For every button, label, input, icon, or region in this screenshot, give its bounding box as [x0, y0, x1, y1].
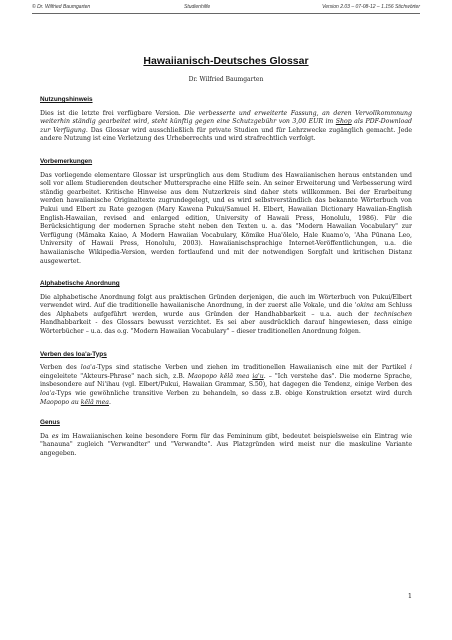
section-heading: Alphabetische Anordnung: [40, 280, 120, 288]
text-run: eingeleitete "Akteurs-Phrase" nach sich, z.B.: [40, 372, 188, 380]
paragraph: [40, 433, 412, 459]
text-run: Da: [40, 432, 52, 440]
section-heading: Vorbemerkungen: [40, 157, 93, 165]
section-heading: Verben des loa'a-Typs: [40, 350, 107, 358]
text-run: -Typs sind statische Verben und ziehen im traditionellen Hawaiianisch eine mit der Partikel: [95, 364, 411, 372]
shop-link[interactable]: Shop: [335, 118, 352, 126]
underlined-run: kēlā mea: [80, 398, 109, 406]
header-version: Version 2.03 – 07-08-12 – 1.156 Stichwörter: [322, 4, 420, 10]
paragraph: [40, 364, 412, 407]
section-nutzungshinweis: [40, 96, 412, 144]
text-run: Dies ist die letzte frei verfügbare Version.: [40, 109, 185, 117]
section-vorbemerkungen: [40, 158, 412, 266]
italic-run: loa'a: [80, 364, 96, 372]
section-alphabetische-anordnung: [40, 280, 412, 337]
text-run: am Schluss des Alphabets aufgeführt werden, wurde aus Gründen der Handhabbarkeit – u.a. auch der: [40, 302, 412, 318]
text-run: . – "Ich verstehe das". Die moderne Sprache, insbesondere auf Ni'ihau (vgl. Elbert/Pukui, Hawaiian Grammar, S.50), hat dagegen die Tendenz, einige Verben des: [40, 372, 412, 389]
italic-run: Maopopo kēlā mea: [187, 372, 253, 380]
page-number: 1: [407, 592, 412, 600]
text-run: -Typs wie gewöhnliche transitive Verben zu behandeln, so dass z.B. obige Konstruktion ersetzt wird durch: [54, 390, 412, 398]
document-author: Dr. Wilfried Baumgarten: [188, 76, 264, 83]
header-rule: [32, 13, 420, 14]
italic-run: als PDF-Download zur Verfügung.: [40, 118, 412, 134]
text-run: im Hawaiianischen keine besondere Form für das Femininum gibt, bedeutet beispielsweise ein Eintrag wie "hanauna" zugleich "Verwandter" und "Verwandte". Aus Platzgründen wird meist nur die maskuline Variante angegeben.: [40, 432, 412, 457]
header-copyright: © Dr. Wilfried Baumgarten: [32, 4, 91, 10]
italic-run: 'okina: [354, 302, 374, 310]
paragraph: Das vorliegende elementare Glossar ist ursprünglich aus dem Studium des Hawaiianischen heraus entstanden und soll vor allem Studierenden deutscher Muttersprache eine Hilfe sein. An seiner Erweiterung und Verbesserung wird ständig gearbeitet. Kritische Hinweise aus dem Nutzerkreis sind daher stets willkommen. Bei der Erarbeitung werden hawaiianische Originaltexte zugrundegelegt, und es wird selbstverständlich das bekannte Wörterbuch von Pukui und Elbert zu Rate gezogen (Mary Kawena Pukui/Samuel H. Elbert, Hawaiian Dictionary Hawaiian-English English-Hawaiian, revised and enlarged edition, University of Hawaii Press, Honolulu, 1986). Für die Berücksichtigung der modernen Sprache steht neben den Texten u. a. das "Modern Hawaiian Vocabulary" zur Verfügung (Māmaka Kaiao, A Modern Hawaiian Vocabulary, Kōmike Hua'ōlelo, Hale Kuamo'o, 'Aha Pūnana Leo, University of Hawaii Press, Honolulu, 2003). Hawaiianischsprachige Internet-Veröffentlichungen, u.a. die hawaiianische Wikipedia-Version, werden fortlaufend und mit der notwendigen Sorgfalt und kritischen Distanz ausgewertet.: [40, 171, 412, 265]
italic-run: loa'a: [40, 390, 55, 398]
italic-run: es: [51, 432, 59, 440]
section-heading: Nutzungshinweis: [40, 96, 93, 103]
italic-run: technischen: [374, 310, 412, 318]
document-title: Hawaiianisch-Deutsches Glossar: [143, 55, 309, 67]
document-body: [40, 96, 412, 459]
paragraph: [40, 110, 412, 144]
text-run: Das Glossar wird ausschließlich für private Studien und für Lehrzwecke zugänglich gemacht. Jede andere Nutzung ist eine Verletzung des Urheberrechts und wird strafrechtlich verfolgt.: [40, 126, 412, 143]
italic-run: Maopopo au: [40, 398, 81, 406]
text-run: Die alphabetische Anordnung folgt aus praktischen Gründen derjenigen, die auch im Wörterbuch von Pukui/Elbert verwendet wird. Auf die traditionelle hawaiianische Anordnung, in der zuerst alle Vokale, und die: [40, 293, 412, 310]
paragraph: [40, 294, 412, 337]
section-verben: [40, 351, 412, 408]
section-heading: Genus: [40, 419, 60, 427]
text-run: Verben des: [40, 364, 81, 372]
underlined-run: ia'u: [252, 372, 264, 380]
text-run: Handhabbarkeit - des Glossars bewusst verzichtet. Es sei aber ausdrücklich darauf hingewiesen, dass einige Wörterbücher – u.a. das o.g. "Modern Hawaiian Vocabulary" – dieser traditionellen Anordnung folgen.: [40, 319, 412, 336]
section-genus: [40, 419, 412, 458]
text-run: .: [109, 398, 111, 406]
italic-run: i: [410, 364, 413, 372]
italic-run: Die verbesserte und erweiterte Fassung, an deren Vervollkommnung weiterhin ständig gearbeitet wird, steht künftig gegen eine Schutzgebühr von 3,00 EUR im: [40, 109, 412, 126]
header-label: Studienhilfe: [184, 4, 211, 10]
